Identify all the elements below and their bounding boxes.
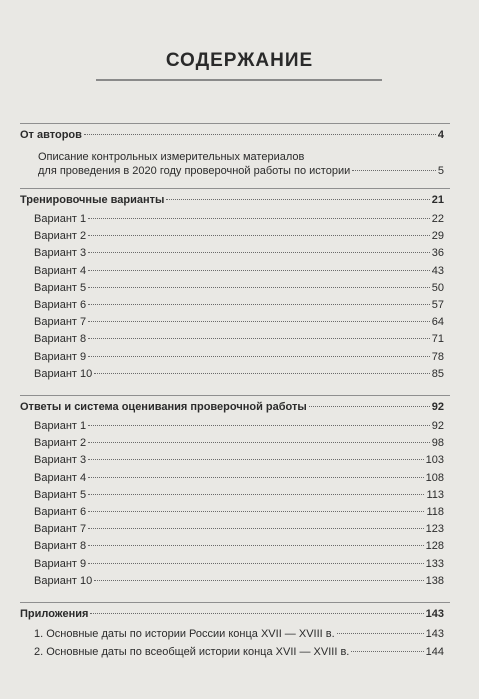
- toc-entry[interactable]: [34, 298, 444, 312]
- toc-entry-label: От авторов: [20, 129, 82, 141]
- toc-entry-label: Вариант 5: [34, 488, 87, 501]
- dot-leader: [337, 633, 424, 634]
- dot-leader: [88, 356, 430, 357]
- dot-leader: [88, 459, 424, 460]
- toc-entry-label: Вариант 1: [34, 420, 87, 432]
- toc-entry-page: 138: [425, 574, 444, 587]
- toc-entry[interactable]: [34, 281, 444, 295]
- toc-entry[interactable]: [34, 488, 444, 502]
- toc-entry-label: Вариант 3: [34, 247, 87, 260]
- toc-entry-page: 143: [425, 608, 444, 620]
- dot-leader: [166, 199, 429, 200]
- toc-entry-label: Вариант 7: [34, 316, 87, 329]
- dot-leader: [352, 170, 436, 171]
- toc-entry[interactable]: [34, 522, 444, 536]
- toc-entry-page: 50: [431, 281, 444, 294]
- dot-leader: [94, 373, 430, 374]
- toc-entry-description[interactable]: [38, 164, 444, 178]
- toc-entry[interactable]: [34, 453, 444, 467]
- dot-leader: [88, 425, 430, 426]
- dot-leader: [88, 442, 430, 443]
- toc-entry-label: Тренировочные варианты: [20, 194, 165, 206]
- toc-entry-label: Вариант 8: [34, 540, 87, 553]
- dot-leader: [88, 528, 424, 529]
- toc-entry-label: Вариант 7: [34, 523, 87, 536]
- toc-entry-appendices[interactable]: [20, 607, 444, 621]
- toc-entry[interactable]: [34, 645, 444, 659]
- dot-leader: [88, 218, 430, 219]
- toc-entry[interactable]: [34, 332, 444, 346]
- toc-entry-label: Вариант 5: [34, 281, 87, 294]
- dot-leader: [88, 563, 424, 564]
- dot-leader: [88, 304, 430, 305]
- toc-entry-page: 103: [425, 454, 444, 467]
- toc-entry-label: 2. Основные даты по всеобщей истории конца XVII — XVIII в.: [34, 646, 350, 658]
- toc-entry[interactable]: [34, 471, 444, 485]
- toc-entry-label: 1. Основные даты по истории России конца XVII — XVIII в.: [34, 628, 335, 640]
- toc-entry[interactable]: [34, 419, 444, 433]
- toc-entry-page: 108: [425, 471, 444, 484]
- toc-entry-label: для проведения в 2020 году проверочной работы по истории: [38, 165, 351, 177]
- toc-entry-label: Вариант 2: [34, 230, 87, 243]
- toc-entry-label: Вариант 10: [34, 367, 93, 380]
- section-divider: [20, 602, 450, 603]
- toc-entry-page: 85: [431, 367, 444, 380]
- toc-entry[interactable]: [34, 367, 444, 381]
- toc-entry-page: 5: [437, 165, 444, 177]
- toc-entry-label: Вариант 4: [34, 264, 87, 277]
- toc-entry[interactable]: [34, 557, 444, 571]
- toc-entry-page: 78: [431, 350, 444, 363]
- toc-entry-page: 118: [426, 506, 444, 518]
- toc-entry-label: Вариант 9: [34, 557, 87, 570]
- toc-entry-label: Вариант 4: [34, 471, 87, 484]
- toc-entry-page: 92: [431, 401, 444, 413]
- toc-entry[interactable]: [34, 315, 444, 329]
- toc-entry-authors[interactable]: [20, 128, 444, 142]
- dot-leader: [88, 235, 430, 236]
- toc-entry-page: 123: [425, 523, 444, 536]
- toc-entry-label: Приложения: [20, 608, 89, 620]
- toc-entry-page: 64: [431, 316, 444, 329]
- toc-entry-page: 128: [425, 540, 444, 553]
- toc-entry[interactable]: [34, 212, 444, 226]
- toc-entry-page: 144: [425, 646, 444, 658]
- toc-entry-label: Вариант 10: [34, 574, 93, 587]
- toc-entry[interactable]: [34, 350, 444, 364]
- title-underline: [96, 79, 382, 81]
- toc-entry-description-line1: Описание контрольных измерительных материалов: [38, 151, 305, 163]
- toc-entry-label: Вариант 1: [34, 213, 87, 225]
- toc-entry-page: 92: [431, 420, 444, 432]
- dot-leader: [88, 477, 424, 478]
- toc-entry[interactable]: [34, 627, 444, 641]
- toc-entry-page: 29: [431, 230, 444, 243]
- dot-leader: [88, 511, 424, 512]
- section-divider: [20, 188, 450, 189]
- page-title: СОДЕРЖАНИЕ: [165, 50, 314, 71]
- toc-entry[interactable]: [34, 436, 444, 450]
- toc-entry-page: 71: [431, 333, 444, 346]
- toc-entry-page: 133: [425, 557, 444, 570]
- dot-leader: [88, 270, 430, 271]
- toc-entry[interactable]: [34, 505, 444, 519]
- toc-entry-label: Ответы и система оценивания проверочной работы: [20, 401, 307, 413]
- toc-entry-page: 22: [431, 213, 444, 225]
- toc-entry-answers[interactable]: [20, 400, 444, 414]
- toc-entry-label: Вариант 6: [34, 506, 87, 518]
- toc-entry-label: Вариант 6: [34, 299, 87, 311]
- toc-entry-page: 98: [431, 437, 444, 450]
- toc-entry[interactable]: [34, 574, 444, 588]
- toc-entry-training[interactable]: [20, 193, 444, 207]
- toc-entry[interactable]: [34, 229, 444, 243]
- dot-leader: [88, 338, 430, 339]
- toc-entry-page: 36: [431, 247, 444, 260]
- dot-leader: [90, 613, 423, 614]
- dot-leader: [84, 134, 436, 135]
- dot-leader: [88, 494, 424, 495]
- section-divider: [20, 123, 450, 124]
- toc-entry-page: 113: [426, 488, 444, 501]
- toc-entry-label: Вариант 2: [34, 437, 87, 450]
- dot-leader: [309, 406, 430, 407]
- dot-leader: [88, 321, 430, 322]
- toc-entry[interactable]: [34, 246, 444, 260]
- toc-entry-page: 4: [437, 129, 444, 141]
- toc-entry-page: 57: [431, 299, 444, 311]
- toc-entry-label: Вариант 9: [34, 350, 87, 363]
- dot-leader: [351, 651, 423, 652]
- dot-leader: [88, 252, 430, 253]
- toc-entry-label: Вариант 3: [34, 454, 87, 467]
- dot-leader: [88, 545, 424, 546]
- toc-entry-label: Вариант 8: [34, 333, 87, 346]
- section-divider: [20, 395, 450, 396]
- toc-entry-page: 43: [431, 264, 444, 277]
- toc-entry-page: 21: [431, 194, 444, 206]
- dot-leader: [94, 580, 423, 581]
- toc-entry[interactable]: [34, 264, 444, 278]
- dot-leader: [88, 287, 430, 288]
- toc-entry[interactable]: [34, 539, 444, 553]
- toc-entry-page: 143: [425, 628, 444, 640]
